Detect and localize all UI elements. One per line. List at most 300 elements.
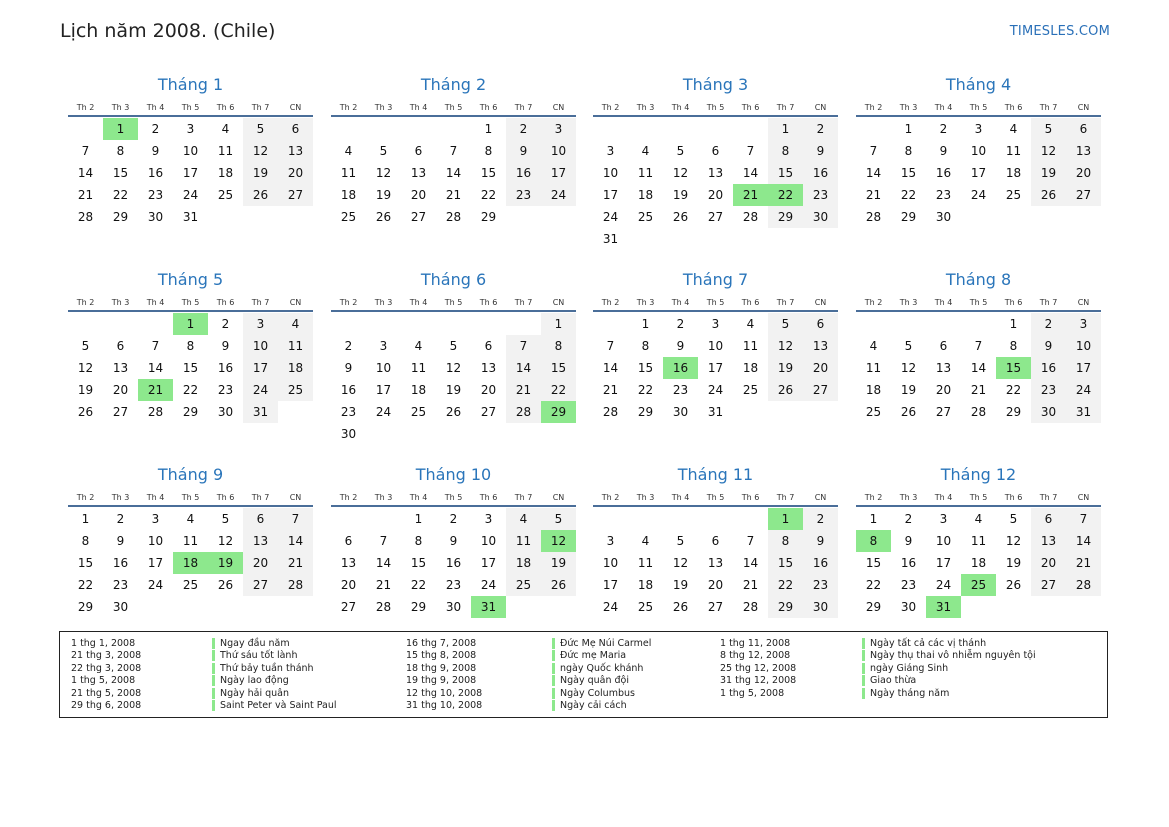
day-cell: 5 [379, 144, 388, 158]
weekday-header [331, 486, 576, 507]
day-cell: 8 [116, 144, 125, 158]
day-cell: 11 [410, 361, 427, 375]
legend-holiday-name: Ngày thụ thai vô nhiễm nguyên tội [862, 650, 1036, 661]
day-cell: 14 [147, 361, 164, 375]
day-cell: 15 [77, 556, 94, 570]
day-cell: 26 [541, 574, 576, 596]
day-cell: 10 [541, 140, 576, 162]
day-cell: 18 [506, 552, 541, 574]
day-cell: 8 [1009, 339, 1018, 353]
day-cell: 3 [151, 512, 160, 526]
day-cell: 6 [711, 534, 720, 548]
day-cell: 19 [768, 357, 803, 379]
day-cell: 29 [182, 405, 199, 419]
day-cell: 17 [147, 556, 164, 570]
day-cell: 9 [904, 534, 913, 548]
day-cell: 23 [900, 578, 917, 592]
legend-holiday-name: Thứ bảy tuần thánh [212, 663, 314, 674]
day-cell: 23 [506, 184, 541, 206]
weekday-label: Th 6 [479, 103, 498, 112]
day-cell: 5 [904, 339, 913, 353]
day-cell: 21 [602, 383, 619, 397]
holiday-day-cell: 19 [208, 552, 243, 574]
weekday-label: Th 7 [776, 103, 795, 112]
day-cell: 16 [803, 162, 838, 184]
month-calendar [856, 74, 1101, 228]
day-cell: 12 [217, 534, 234, 548]
day-cell: 7 [81, 144, 90, 158]
month-title: Tháng 8 [945, 270, 1012, 289]
day-cell: 9 [506, 140, 541, 162]
weekday-label: Th 7 [776, 298, 795, 307]
day-cell: 29 [637, 405, 654, 419]
day-cell: 22 [900, 188, 917, 202]
day-cell: 24 [147, 578, 164, 592]
day-cell: 20 [1066, 162, 1101, 184]
day-cell: 16 [445, 556, 462, 570]
weekday-header [593, 291, 838, 312]
weekday-label: Th 4 [934, 493, 953, 502]
day-cell: 4 [186, 512, 195, 526]
day-cell: 16 [340, 383, 357, 397]
day-cell: 8 [768, 530, 803, 552]
day-cell: 8 [904, 144, 913, 158]
day-grid [68, 118, 313, 228]
day-cell: 28 [970, 405, 987, 419]
day-cell: 14 [445, 166, 462, 180]
day-cell: 15 [541, 357, 576, 379]
empty-cell [331, 313, 366, 335]
day-cell: 27 [340, 600, 357, 614]
weekday-label: CN [814, 493, 827, 502]
day-cell: 25 [865, 405, 882, 419]
day-cell: 13 [1066, 140, 1101, 162]
day-cell: 7 [606, 339, 615, 353]
holiday-day-cell: 16 [663, 357, 698, 379]
day-cell: 7 [974, 339, 983, 353]
day-cell: 27 [243, 574, 278, 596]
weekday-label: Th 5 [969, 493, 988, 502]
day-cell: 7 [278, 508, 313, 530]
weekday-label: Th 7 [251, 493, 270, 502]
day-cell: 5 [243, 118, 278, 140]
day-cell: 8 [484, 144, 493, 158]
legend-holiday-name: Giao thừa [862, 675, 916, 686]
day-cell: 12 [77, 361, 94, 375]
day-cell: 24 [602, 210, 619, 224]
day-cell: 18 [340, 188, 357, 202]
day-cell: 14 [865, 166, 882, 180]
day-cell: 9 [344, 361, 353, 375]
day-cell: 2 [1031, 313, 1066, 335]
day-cell: 20 [243, 552, 278, 574]
day-cell: 1 [414, 512, 423, 526]
weekday-label: CN [814, 103, 827, 112]
day-cell: 6 [484, 339, 493, 353]
page-title: Lịch năm 2008. (Chile) [60, 20, 276, 42]
day-cell: 26 [375, 210, 392, 224]
day-cell: 29 [1005, 405, 1022, 419]
day-cell: 2 [803, 118, 838, 140]
weekday-label: CN [1077, 103, 1090, 112]
day-cell: 23 [217, 383, 234, 397]
day-cell: 18 [1005, 166, 1022, 180]
day-cell: 24 [375, 405, 392, 419]
day-cell: 24 [541, 184, 576, 206]
day-cell: 6 [116, 339, 125, 353]
day-cell: 7 [151, 339, 160, 353]
day-cell: 21 [865, 188, 882, 202]
day-cell: 26 [445, 405, 462, 419]
day-cell: 14 [602, 361, 619, 375]
day-cell: 10 [243, 335, 278, 357]
day-cell: 29 [77, 600, 94, 614]
day-cell: 25 [278, 379, 313, 401]
day-cell: 22 [77, 578, 94, 592]
legend-date: 19 thg 9, 2008 [406, 675, 477, 687]
weekday-header [331, 96, 576, 117]
day-cell: 11 [742, 339, 759, 353]
day-cell: 15 [865, 556, 882, 570]
day-cell: 8 [186, 339, 195, 353]
day-cell: 9 [803, 530, 838, 552]
day-cell: 17 [1066, 357, 1101, 379]
day-cell: 13 [707, 556, 724, 570]
day-cell: 17 [480, 556, 497, 570]
holiday-day-cell: 1 [103, 118, 138, 140]
day-cell: 5 [1009, 512, 1018, 526]
weekday-label: Th 3 [374, 493, 393, 502]
weekday-label: Th 4 [146, 298, 165, 307]
weekday-label: Th 4 [671, 493, 690, 502]
day-cell: 29 [900, 210, 917, 224]
day-cell: 31 [1066, 401, 1101, 423]
empty-cell [733, 508, 768, 530]
day-grid [331, 118, 576, 228]
day-cell: 3 [243, 313, 278, 335]
month-title: Tháng 9 [157, 465, 224, 484]
weekday-label: Th 7 [1039, 103, 1058, 112]
weekday-header [68, 291, 313, 312]
day-cell: 24 [480, 578, 497, 592]
legend-date: 8 thg 12, 2008 [720, 650, 791, 662]
legend-holiday-name: ngày Quốc khánh [552, 663, 643, 674]
legend-holiday-name: ngày Giáng Sinh [862, 663, 948, 674]
day-cell: 23 [672, 383, 689, 397]
empty-cell [366, 508, 401, 530]
day-cell: 16 [217, 361, 234, 375]
day-cell: 28 [602, 405, 619, 419]
holiday-day-cell: 21 [138, 379, 173, 401]
day-cell: 18 [742, 361, 759, 375]
day-cell: 26 [768, 379, 803, 401]
day-cell: 27 [112, 405, 129, 419]
day-cell: 4 [506, 508, 541, 530]
day-cell: 19 [541, 552, 576, 574]
weekday-label: Th 6 [741, 298, 760, 307]
day-cell: 9 [449, 534, 458, 548]
day-cell: 18 [278, 357, 313, 379]
legend-holiday-name: Ngay đầu năm [212, 638, 290, 649]
month-title: Tháng 10 [415, 465, 492, 484]
empty-cell [366, 313, 401, 335]
day-cell: 24 [602, 600, 619, 614]
day-cell: 16 [147, 166, 164, 180]
weekday-label: Th 3 [899, 103, 918, 112]
weekday-label: Th 5 [181, 298, 200, 307]
day-cell: 14 [77, 166, 94, 180]
day-cell: 3 [1066, 313, 1101, 335]
day-cell: 31 [707, 405, 724, 419]
empty-cell [891, 313, 926, 335]
day-cell: 22 [182, 383, 199, 397]
day-cell: 25 [742, 383, 759, 397]
day-cell: 11 [865, 361, 882, 375]
weekday-label: Th 5 [706, 298, 725, 307]
weekday-label: Th 2 [76, 298, 95, 307]
month-title: Tháng 7 [682, 270, 749, 289]
weekday-label: CN [552, 298, 565, 307]
weekday-label: Th 2 [339, 298, 358, 307]
day-cell: 16 [1031, 357, 1066, 379]
day-cell: 25 [340, 210, 357, 224]
weekday-label: CN [552, 493, 565, 502]
holiday-day-cell: 8 [856, 530, 891, 552]
empty-cell [401, 118, 436, 140]
month-calendar [593, 74, 838, 250]
day-cell: 21 [506, 379, 541, 401]
day-cell: 21 [1066, 552, 1101, 574]
legend-holiday-name: Ngày cải cách [552, 700, 627, 711]
month-calendar [593, 464, 838, 618]
day-cell: 15 [410, 556, 427, 570]
day-cell: 30 [147, 210, 164, 224]
weekday-label: CN [814, 298, 827, 307]
legend-date: 22 thg 3, 2008 [71, 662, 142, 674]
day-cell: 10 [602, 166, 619, 180]
day-cell: 28 [742, 600, 759, 614]
day-cell: 17 [602, 578, 619, 592]
day-cell: 26 [672, 600, 689, 614]
empty-cell [68, 313, 103, 335]
day-cell: 10 [970, 144, 987, 158]
day-cell: 2 [676, 317, 685, 331]
day-cell: 17 [182, 166, 199, 180]
weekday-label: Th 4 [934, 103, 953, 112]
day-cell: 5 [676, 144, 685, 158]
day-cell: 28 [742, 210, 759, 224]
day-cell: 5 [768, 313, 803, 335]
legend-holiday-name: Ngày tất cả các vị thánh [862, 638, 986, 649]
day-cell: 21 [445, 188, 462, 202]
weekday-label: Th 4 [409, 493, 428, 502]
day-grid [856, 118, 1101, 228]
day-cell: 25 [506, 574, 541, 596]
day-cell: 3 [711, 317, 720, 331]
legend-date: 1 thg 5, 2008 [71, 675, 136, 687]
day-cell: 25 [182, 578, 199, 592]
day-cell: 8 [414, 534, 423, 548]
day-cell: 2 [221, 317, 230, 331]
day-cell: 9 [221, 339, 230, 353]
weekday-label: Th 7 [1039, 493, 1058, 502]
day-grid [593, 313, 838, 423]
weekday-label: Th 2 [864, 103, 883, 112]
day-cell: 8 [541, 335, 576, 357]
day-cell: 20 [112, 383, 129, 397]
day-cell: 19 [672, 578, 689, 592]
day-cell: 17 [243, 357, 278, 379]
day-cell: 21 [970, 383, 987, 397]
day-cell: 28 [375, 600, 392, 614]
holiday-day-cell: 12 [541, 530, 576, 552]
month-calendar [68, 74, 313, 228]
day-cell: 30 [112, 600, 129, 614]
day-cell: 16 [112, 556, 129, 570]
day-cell: 31 [602, 232, 619, 246]
day-cell: 1 [904, 122, 913, 136]
legend-holiday-name: Ngày hải quân [212, 688, 289, 699]
weekday-label: CN [289, 493, 302, 502]
day-cell: 3 [974, 122, 983, 136]
day-cell: 25 [1005, 188, 1022, 202]
weekday-label: Th 3 [111, 493, 130, 502]
holiday-day-cell: 1 [768, 508, 803, 530]
day-cell: 18 [865, 383, 882, 397]
weekday-label: Th 7 [514, 103, 533, 112]
day-cell: 18 [970, 556, 987, 570]
month-title: Tháng 12 [940, 465, 1017, 484]
weekday-label: Th 6 [479, 298, 498, 307]
day-cell: 20 [1031, 552, 1066, 574]
day-cell: 2 [344, 339, 353, 353]
day-cell: 29 [480, 210, 497, 224]
day-cell: 12 [900, 361, 917, 375]
day-cell: 28 [278, 574, 313, 596]
weekday-label: Th 2 [601, 103, 620, 112]
day-cell: 18 [637, 578, 654, 592]
day-cell: 10 [707, 339, 724, 353]
day-cell: 10 [1066, 335, 1101, 357]
day-cell: 4 [414, 339, 423, 353]
day-cell: 22 [541, 379, 576, 401]
day-cell: 16 [900, 556, 917, 570]
empty-cell [593, 313, 628, 335]
site-link[interactable]: TIMESLES.COM [1009, 24, 1110, 39]
weekday-label: Th 6 [1004, 298, 1023, 307]
weekday-label: Th 2 [864, 298, 883, 307]
legend-date: 21 thg 5, 2008 [71, 687, 142, 699]
day-cell: 23 [935, 188, 952, 202]
day-cell: 14 [742, 166, 759, 180]
weekday-label: Th 2 [76, 103, 95, 112]
weekday-label: Th 5 [706, 493, 725, 502]
holiday-day-cell: 1 [173, 313, 208, 335]
weekday-label: Th 4 [146, 103, 165, 112]
weekday-label: CN [289, 298, 302, 307]
day-cell: 6 [344, 534, 353, 548]
legend-date: 12 thg 10, 2008 [406, 687, 483, 699]
day-cell: 14 [970, 361, 987, 375]
month-calendar [68, 269, 313, 423]
day-cell: 26 [217, 578, 234, 592]
day-cell: 20 [278, 162, 313, 184]
month-title: Tháng 11 [677, 465, 754, 484]
month-calendar [331, 74, 576, 228]
empty-cell [628, 508, 663, 530]
day-cell: 28 [77, 210, 94, 224]
day-cell: 6 [1031, 508, 1066, 530]
day-cell: 21 [742, 578, 759, 592]
day-cell: 3 [379, 339, 388, 353]
day-cell: 18 [217, 166, 234, 180]
day-cell: 24 [182, 188, 199, 202]
day-cell: 10 [182, 144, 199, 158]
day-cell: 12 [1005, 534, 1022, 548]
day-cell: 5 [221, 512, 230, 526]
weekday-label: Th 3 [636, 493, 655, 502]
day-cell: 19 [900, 383, 917, 397]
holiday-day-cell: 22 [768, 184, 803, 206]
day-cell: 15 [480, 166, 497, 180]
weekday-label: Th 6 [741, 103, 760, 112]
day-cell: 10 [480, 534, 497, 548]
weekday-header [856, 96, 1101, 117]
weekday-header [856, 291, 1101, 312]
day-cell: 8 [641, 339, 650, 353]
holiday-day-cell: 21 [733, 184, 768, 206]
day-cell: 26 [243, 184, 278, 206]
day-cell: 2 [151, 122, 160, 136]
weekday-header [856, 486, 1101, 507]
legend-holiday-name: Ngày tháng năm [862, 688, 949, 699]
weekday-label: Th 6 [741, 493, 760, 502]
legend-date: 16 thg 7, 2008 [406, 638, 477, 649]
day-cell: 12 [375, 166, 392, 180]
empty-cell [733, 118, 768, 140]
day-cell: 27 [935, 405, 952, 419]
day-cell: 4 [641, 144, 650, 158]
weekday-label: Th 5 [181, 103, 200, 112]
day-cell: 3 [484, 512, 493, 526]
day-cell: 29 [865, 600, 882, 614]
day-cell: 10 [602, 556, 619, 570]
day-cell: 6 [939, 339, 948, 353]
day-cell: 6 [1066, 118, 1101, 140]
month-calendar [331, 269, 576, 445]
day-cell: 27 [480, 405, 497, 419]
day-grid [593, 118, 838, 250]
day-cell: 22 [1005, 383, 1022, 397]
weekday-label: Th 5 [444, 298, 463, 307]
day-cell: 23 [803, 574, 838, 596]
day-cell: 4 [221, 122, 230, 136]
day-cell: 6 [243, 508, 278, 530]
day-cell: 30 [672, 405, 689, 419]
weekday-label: CN [1077, 493, 1090, 502]
day-cell: 14 [375, 556, 392, 570]
day-cell: 15 [900, 166, 917, 180]
day-cell: 11 [217, 144, 234, 158]
day-cell: 19 [77, 383, 94, 397]
day-cell: 7 [869, 144, 878, 158]
day-cell: 29 [768, 206, 803, 228]
legend-date: 31 thg 12, 2008 [720, 675, 797, 687]
day-cell: 28 [1066, 574, 1101, 596]
holiday-day-cell: 25 [961, 574, 996, 596]
day-cell: 17 [935, 556, 952, 570]
day-cell: 4 [869, 339, 878, 353]
